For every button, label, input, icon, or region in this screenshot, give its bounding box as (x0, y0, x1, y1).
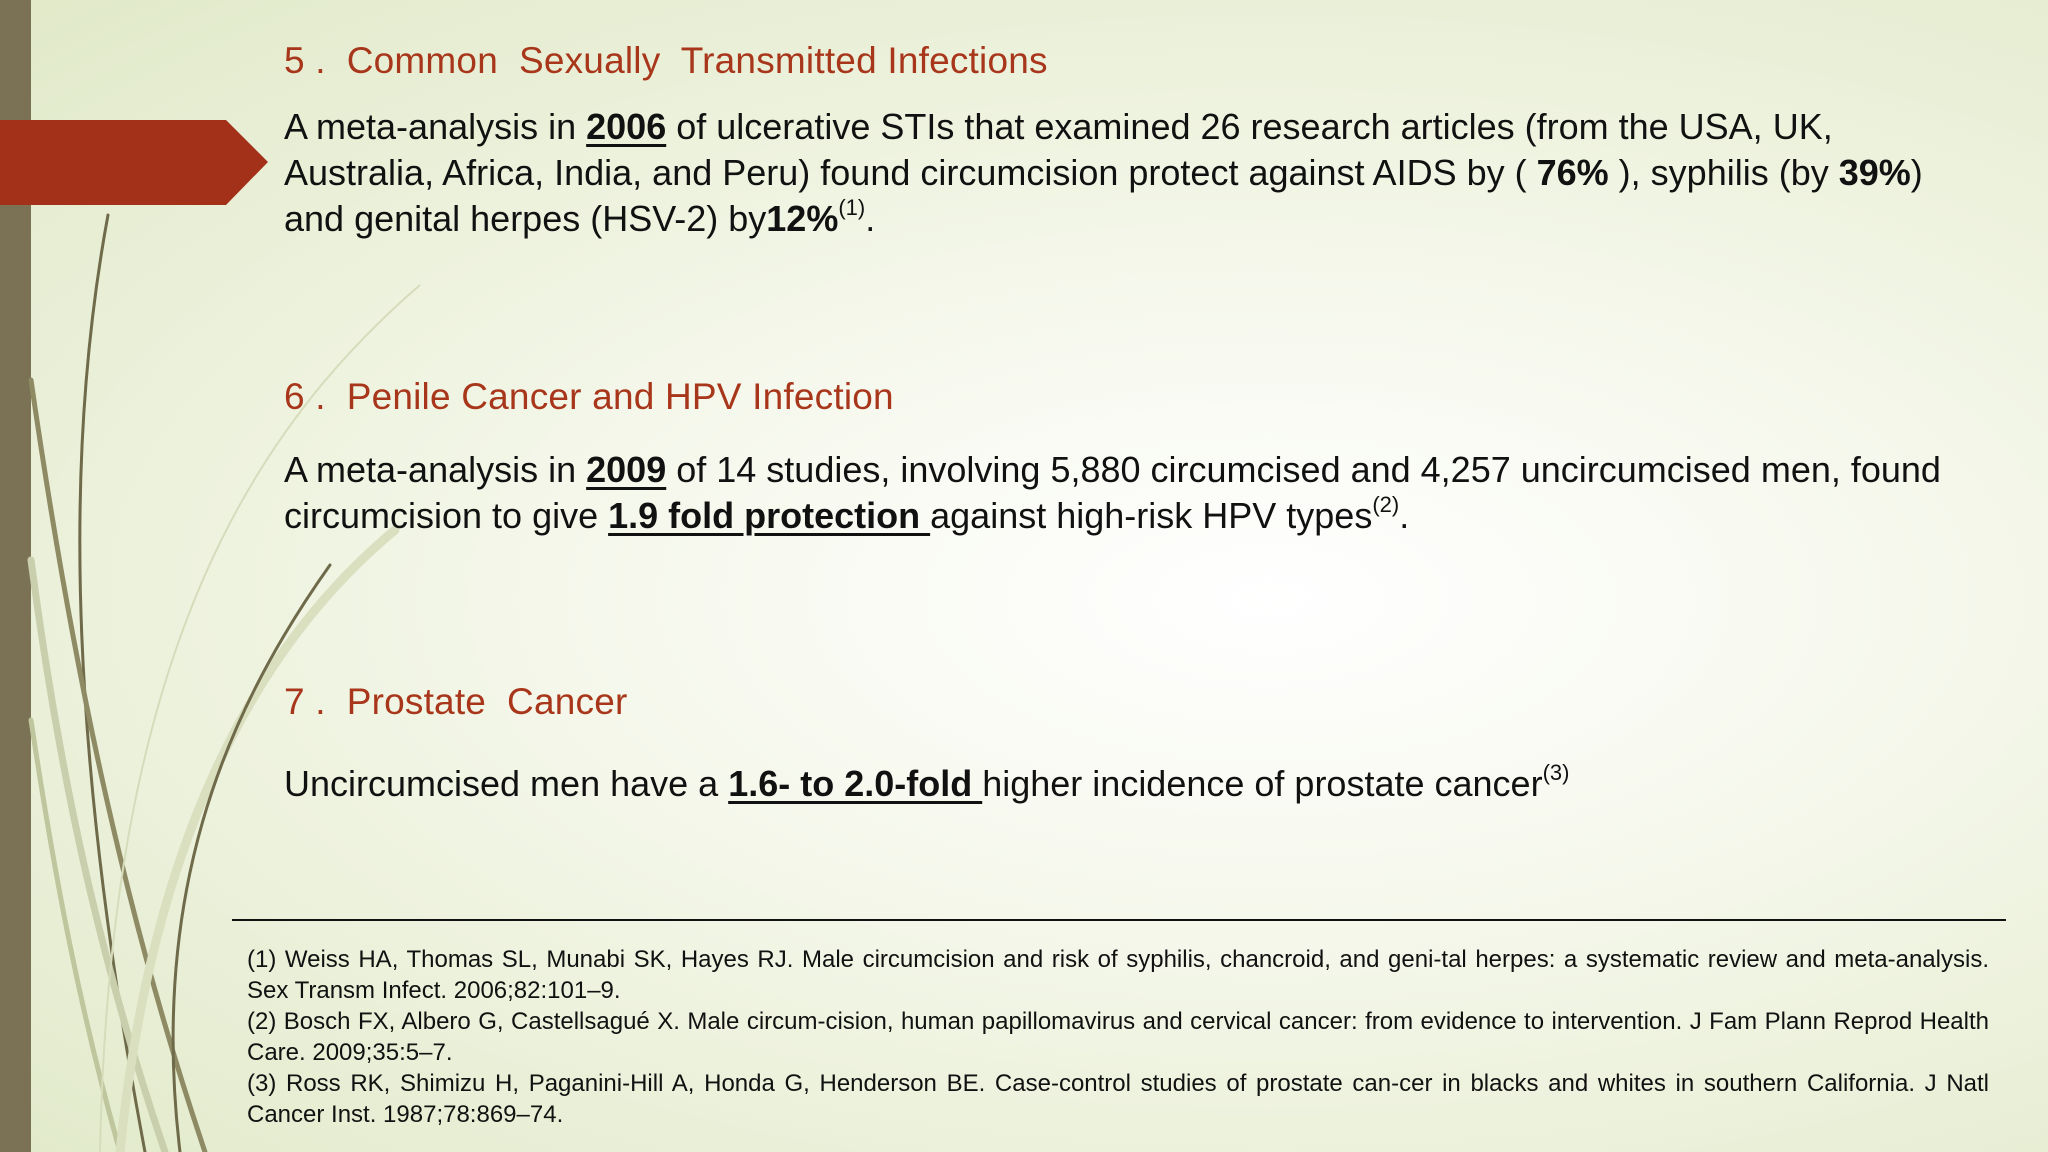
section-body-5: A meta-analysis in 2006 of ulcerative STIs that examined 26 research articles (from the USA, UK, Australia, Africa, India, and Peru) found circumcision protect against AIDS by ( 76% ), syphilis (by 39%) and genital herpes (HSV-2) by12%$^{(1)}$. (284, 106, 1923, 239)
section-body-6: A meta-analysis in 2009 of 14 studies, involving 5,880 circumcised and 4,257 uncircumcised men, found circumcision to give 1.9 fold protection against high-risk HPV types$^{(2)}$. (284, 449, 1941, 536)
section-arrow-marker (0, 120, 268, 205)
references-divider (232, 919, 2006, 921)
reference-item: (1) Weiss HA, Thomas SL, Munabi SK, Hayes RJ. Male circumcision and risk of syphilis, chancroid, and geni-tal herpes: a systematic review and meta-analysis. Sex Transm Infect. 2006;82:101–9. (247, 946, 1989, 1004)
section-body-7: Uncircumcised men have a 1.6- to 2.0-fold higher incidence of prostate cancer$^{(3)}$ (284, 760, 1570, 804)
references-list (247, 944, 1989, 1130)
section-heading-7: 7 . Prostate Cancer (284, 681, 628, 722)
reference-item: (3) Ross RK, Shimizu H, Paganini-Hill A, Honda G, Henderson BE. Case-control studies of prostate can-cer in blacks and whites in southern California. J Natl Cancer Inst. 1987;78:869–74. (247, 1070, 1989, 1128)
section-heading-6: 6 . Penile Cancer and HPV Infection (284, 376, 894, 417)
section-heading-5: 5 . Common Sexually Transmitted Infections (284, 40, 1048, 81)
reference-item: (2) Bosch FX, Albero G, Castellsagué X. Male circum-cision, human papillomavirus and cervical cancer: from evidence to intervention. J Fam Plann Reprod Health Care. 2009;35:5–7. (247, 1008, 1989, 1066)
